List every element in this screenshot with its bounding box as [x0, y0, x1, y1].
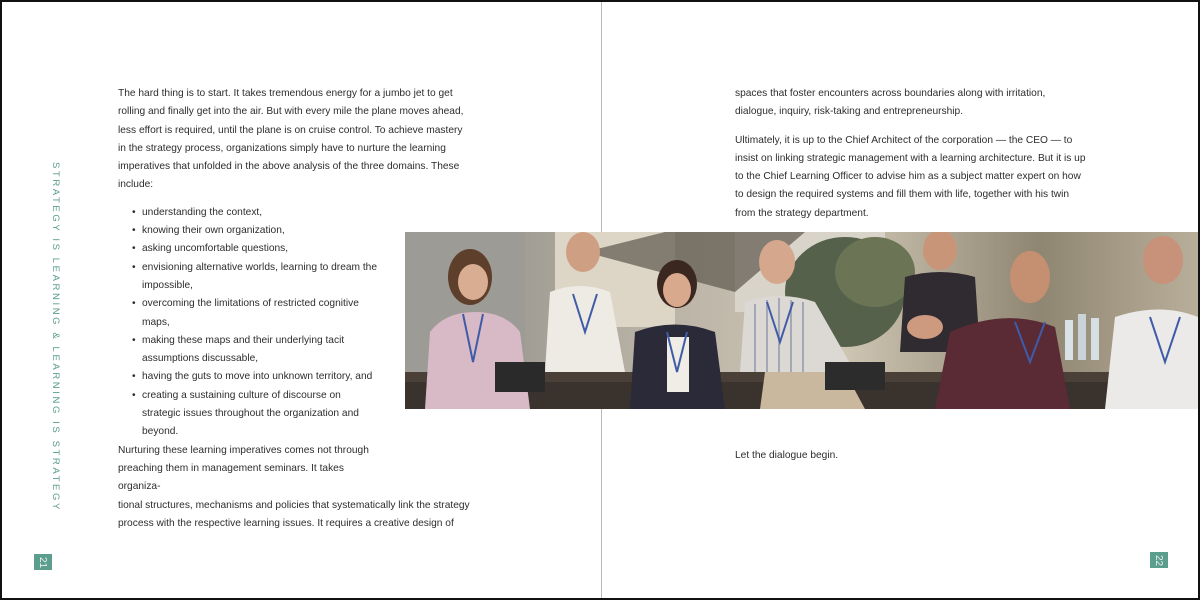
closing-paragraph-wide: tional structures, mechanisms and policies that systematically link the strategy process with the respective learning issues. It requires a creative design of — [118, 499, 470, 529]
right-page-text — [735, 85, 1087, 223]
list-item: • knowing their own organization, — [118, 222, 380, 240]
list-item: • having the guts to move into unknown territory, and — [118, 368, 380, 386]
page-number-left-label: 21 — [37, 556, 49, 568]
list-item: • asking uncomfortable questions, — [118, 240, 380, 258]
closing-paragraph-narrow: Nurturing these learning imperatives comes not through preaching them in management seminars. It takes organiza- — [118, 444, 369, 493]
list-item: • overcoming the limitations of restricted cognitive maps, — [118, 295, 380, 332]
right-paragraph-2: Ultimately, it is up to the Chief Architect of the corporation — the CEO — to insist on linking strategic management with a learning architecture. But it is up to the Chief Learning Officer to advise him as a subject matter expert on how to design the required systems and fill them with life, together with his twin from the strategy department. — [735, 134, 1086, 219]
list-item: • envisioning alternative worlds, learning to dream the impossible, — [118, 259, 380, 296]
page-number-right — [1150, 552, 1168, 568]
seminar-photo — [405, 232, 1198, 409]
closing-line: Let the dialogue begin. — [735, 450, 839, 461]
seminar-photo-illustration — [405, 232, 1198, 409]
list-item: • making these maps and their underlying tacit assumptions discussable, — [118, 332, 380, 369]
list-item: • creating a sustaining culture of discourse on strategic issues throughout the organization and beyond. — [118, 387, 380, 442]
intro-paragraph: The hard thing is to start. It takes tremendous energy for a jumbo jet to get rolling and finally get into the air. But with every mile the plane moves ahead, less effort is required, until the plane is on cruise control. To achieve mastery in the strategy process, organizations simply have to nurture the learning imperatives that unfolded in the above analysis of the three domains. These include: — [118, 88, 464, 191]
running-head: STRATEGY IS LEARNING & LEARNING IS STRATEGY — [50, 162, 61, 512]
right-paragraph-1: spaces that foster encounters across boundaries along with irritation, dialogue, inquiry, risk-taking and entrepreneurship. — [735, 88, 1046, 118]
page-number-right-label: 22 — [1153, 554, 1165, 566]
page-number-left — [34, 554, 52, 570]
list-item: • understanding the context, — [118, 204, 380, 222]
learning-imperatives-list — [118, 204, 380, 442]
